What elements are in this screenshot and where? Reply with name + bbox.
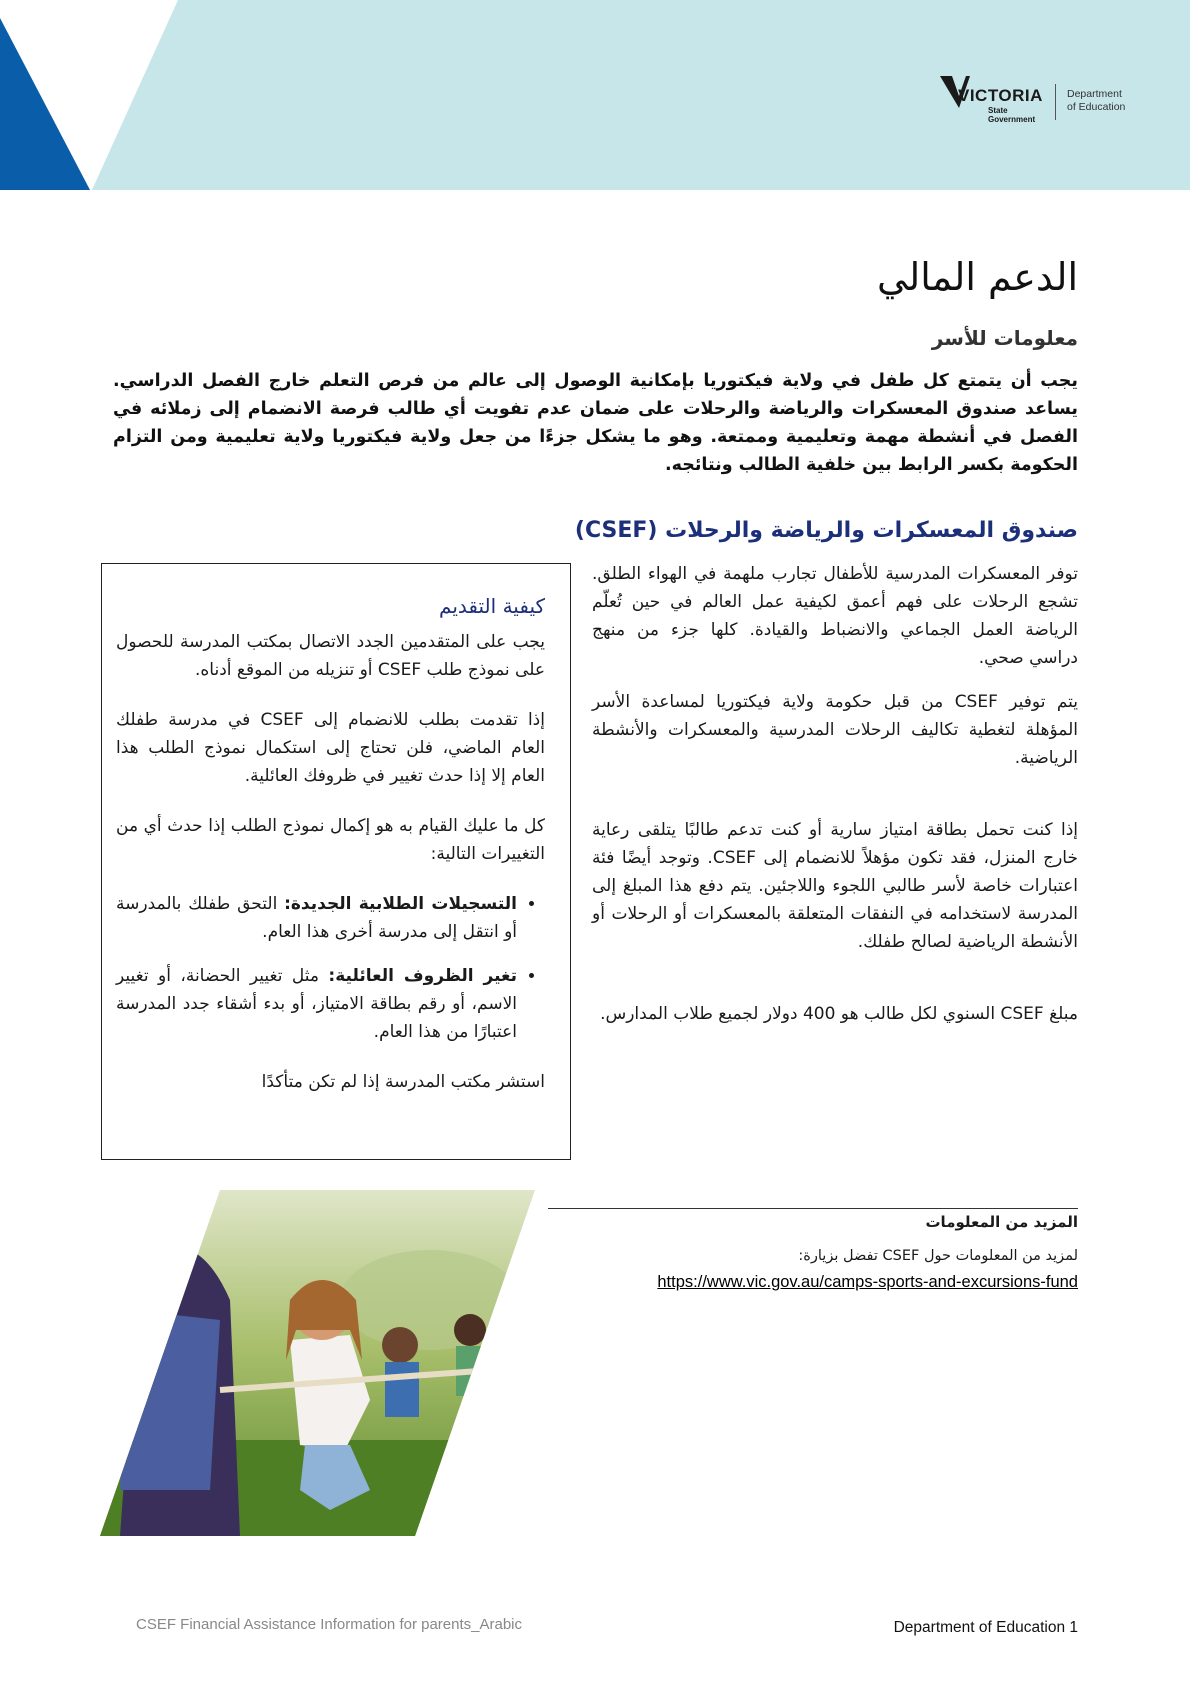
csef-paragraph: إذا كنت تحمل بطاقة امتياز سارية أو كنت تدعم طالبًا يتلقى رعاية خارج المنزل، فقد تكون مؤهلاً للانضمام إلى CSEF. وتوجد أيضًا فئة اعتبارات خاصة لأسر طالبي اللجوء واللاجئين. يتم دفع هذا المبلغ إلى المدرسة لاستخدامه في النفقات المتعلقة بالمعسكرات أو الرحلات أو الأنشطة الرياضية لصالح طفلك. [592, 820, 1078, 952]
list-item: • تغير الظروف العائلية: مثل تغيير الحضانة، أو تغيير الاسم، أو رقم بطاقة الامتياز، أو بدء أشقاء جدد المدرسة اعتبارًا من هذا العام. [116, 962, 517, 1046]
footer-document-name: CSEF Financial Assistance Information for parents_Arabic [136, 1616, 523, 1633]
csef-paragraph: يتم توفير CSEF من قبل حكومة ولاية فيكتوريا لمساعدة الأسر المؤهلة لتغطية تكاليف الرحلات المدرسية والمعسكرات والأنشطة الرياضية. [592, 692, 1079, 768]
children-tug-of-war-photo [100, 1190, 535, 1536]
more-info-title: المزيد من المعلومات [925, 1213, 1078, 1231]
more-info-divider [548, 1208, 1078, 1209]
apply-closing: استشر مكتب المدرسة إذا لم تكن متأكدًا [261, 1072, 545, 1092]
apply-paragraph: يجب على المتقدمين الجدد الاتصال بمكتب المدرسة للحصول على نموذج طلب CSEF أو تنزيله من الموقع أدناه. [116, 632, 545, 680]
intro-paragraph: يجب أن يتمتع كل طفل في ولاية فيكتوريا بإمكانية الوصول إلى عالم من فرص التعلم خارج الفصل الدراسي. يساعد صندوق المعسكرات والرياضة والرحلات على ضمان عدم تفويت أي طالب فرصة الانضمام إلى زملائه في الفصل في أنشطة مهمة وتعليمية وممتعة. وهو ما يشكل جزءًا من جعل ولاية فيكتوريا ولاية تعليمية ومن التزام الحكومة بكسر الرابط بين خلفية الطالب ونتائجه. [113, 371, 1078, 475]
footer-page-number: Department of Education 1 [893, 1619, 1078, 1636]
victoria-government-logo [940, 72, 1140, 132]
apply-paragraph: إذا تقدمت بطلب للانضمام إلى CSEF في مدرسة طفلك العام الماضي، فلن تحتاج إلى استكمال نموذج الطلب هذا العام إلا إذا حدث تغيير في ظروفك العائلية. [116, 710, 545, 786]
logo-divider [1055, 84, 1056, 120]
apply-paragraph: كل ما عليك القيام به هو إكمال نموذج الطلب إذا حدث أي من التغييرات التالية: [116, 816, 545, 864]
list-item: • التسجيلات الطلابية الجديدة: التحق طفلك بالمدرسة أو انتقل إلى مدرسة أخرى هذا العام. [116, 890, 517, 946]
header-banner [0, 0, 1190, 190]
more-info-text: لمزيد من المعلومات حول CSEF تفضل بزيارة: [798, 1248, 1078, 1264]
csef-section-body [592, 560, 1078, 1044]
csef-section-title: صندوق المعسكرات والرياضة والرحلات (CSEF) [574, 518, 1078, 543]
csef-paragraph: توفر المعسكرات المدرسية للأطفال تجارب ملهمة في الهواء الطلق. تشجع الرحلات على فهم أعمق لكيفية عمل العالم في حين تُعلّم الرياضة العمل الجماعي والانضباط والقيادة. كلها جزء من منهج دراسي صحي. [592, 564, 1078, 668]
page-subtitle: معلومات للأسر [931, 326, 1078, 350]
how-to-apply-title: كيفية التقديم [439, 594, 545, 618]
logo-wordmark: VICTORIA [958, 86, 1043, 105]
csef-paragraph: مبلغ CSEF السنوي لكل طالب هو 400 دولار لجميع طلاب المدارس. [600, 1004, 1078, 1024]
changes-list [116, 890, 545, 1046]
how-to-apply-box [101, 563, 571, 1160]
csef-website-link[interactable]: https://www.vic.gov.au/camps-sports-and-excursions-fund [657, 1273, 1078, 1291]
logo-state-government: State Government [988, 106, 1036, 124]
logo-department: Department of Education [1067, 88, 1126, 113]
page-title: الدعم المالي [876, 255, 1078, 299]
